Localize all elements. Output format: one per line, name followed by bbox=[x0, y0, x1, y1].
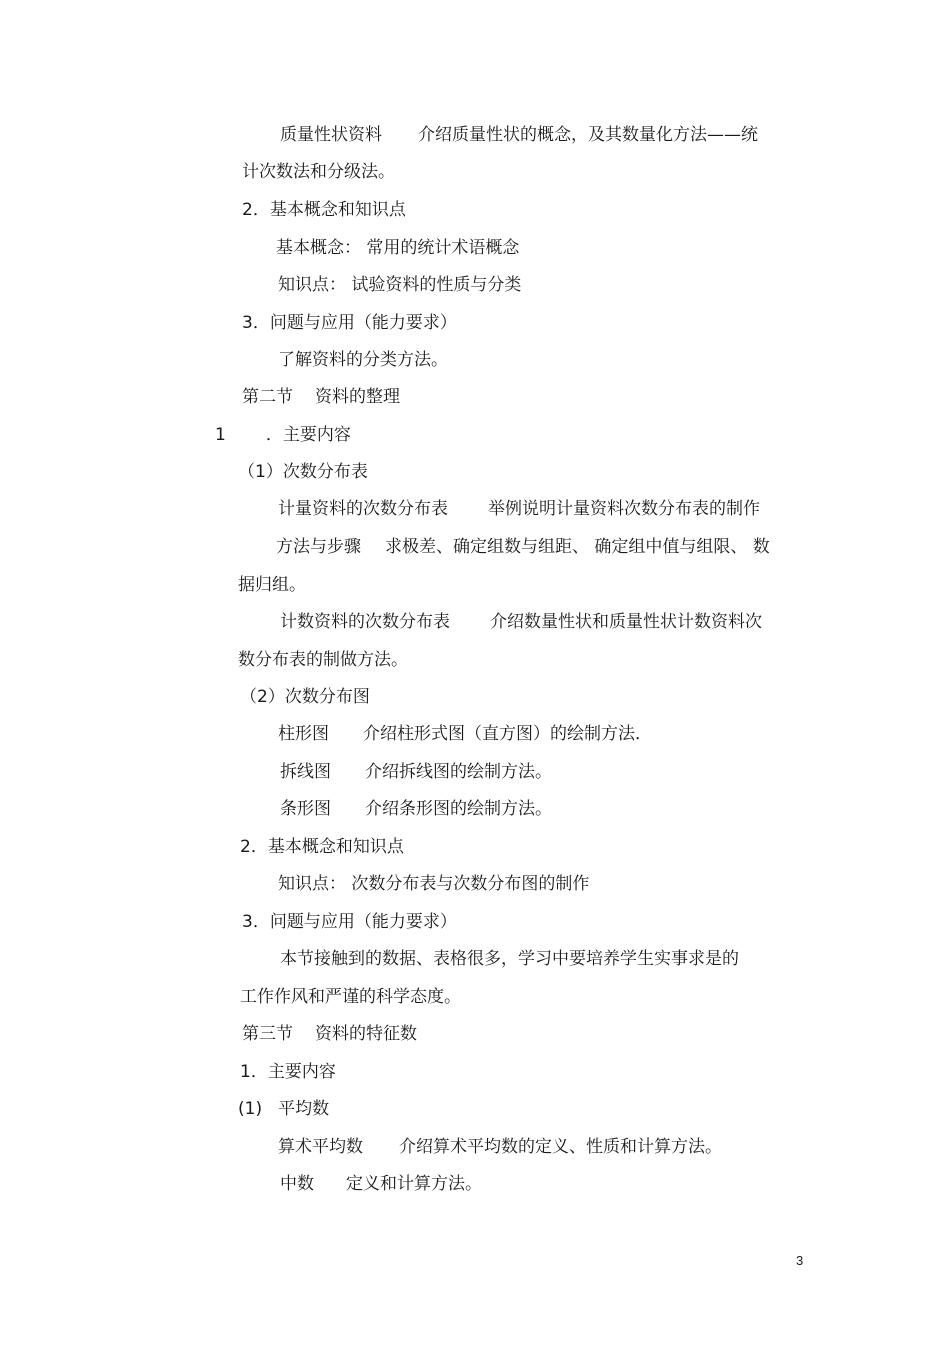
text-line: 据归组。 bbox=[238, 575, 306, 595]
text-line: 工作作风和严谨的科学态度。 bbox=[240, 987, 461, 1007]
chapter-section-title: 第二节 资料的整理 bbox=[242, 387, 400, 407]
text-line: 算术平均数 介绍算术平均数的定义、性质和计算方法。 bbox=[278, 1137, 722, 1157]
sub-heading: （1）次数分布表 bbox=[238, 462, 368, 482]
text-line: 质量性状资料 介绍质量性状的概念，及其数量化方法——统 bbox=[280, 125, 758, 145]
text-line: 柱形图 介绍柱形式图（直方图）的绘制方法． bbox=[278, 724, 652, 744]
text-line: 基本概念： 常用的统计术语概念 bbox=[276, 238, 520, 258]
page-number: 3 bbox=[796, 1253, 804, 1268]
section-heading: 2．基本概念和知识点 bbox=[240, 837, 404, 857]
text-line: 本节接触到的数据、表格很多，学习中要培养学生实事求是的 bbox=[280, 949, 739, 969]
section-heading: 1．主要内容 bbox=[240, 1062, 336, 1082]
sub-heading: (1) 平均数 bbox=[238, 1099, 330, 1119]
text-line: 了解资料的分类方法。 bbox=[278, 350, 448, 370]
section-heading: 2．基本概念和知识点 bbox=[242, 200, 406, 220]
text-line: 计数资料的次数分布表 介绍数量性状和质量性状计数资料次 bbox=[280, 612, 762, 632]
text-line: 计量资料的次数分布表 举例说明计量资料次数分布表的制作 bbox=[278, 499, 760, 519]
sub-heading: （2）次数分布图 bbox=[240, 687, 370, 707]
text-line: 方法与步骤 求极差、确定组数与组距、 确定组中值与组限、 数 bbox=[276, 537, 770, 557]
text-line: 知识点： 次数分布表与次数分布图的制作 bbox=[278, 874, 590, 894]
text-line: 数分布表的制做方法。 bbox=[238, 650, 408, 670]
text-line: 中数 定义和计算方法。 bbox=[280, 1174, 482, 1194]
section-heading: 3．问题与应用（能力要求） bbox=[242, 313, 457, 333]
chapter-section-title: 第三节 资料的特征数 bbox=[242, 1024, 417, 1044]
section-heading: 3．问题与应用（能力要求） bbox=[242, 912, 457, 932]
text-line: 计次数法和分级法。 bbox=[242, 162, 395, 182]
section-heading: 1 ．主要内容 bbox=[215, 425, 351, 445]
text-line: 知识点： 试验资料的性质与分类 bbox=[278, 275, 522, 295]
text-line: 拆线图 介绍拆线图的绘制方法。 bbox=[280, 762, 552, 782]
text-line: 条形图 介绍条形图的绘制方法。 bbox=[280, 799, 552, 819]
